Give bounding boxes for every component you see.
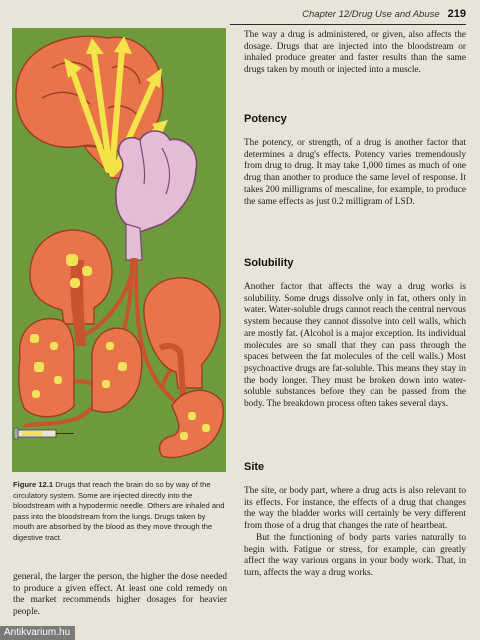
lung-left bbox=[19, 319, 74, 417]
section-heading: Potency bbox=[244, 113, 287, 125]
drug-pathways-illustration bbox=[12, 28, 226, 472]
intro-paragraph: The way a drug is administered, or given, also affects the dosage. Drugs that are injected into the bloodstream or inhaled produce greater and faster results than the same drugs taken by mouth or injected into a muscle. bbox=[244, 30, 466, 76]
section-site-body bbox=[244, 486, 466, 580]
pill-head-3 bbox=[70, 278, 80, 288]
figure-caption bbox=[13, 480, 227, 544]
figure-caption-text: Drugs that reach the brain do so by way of the circulatory system. Some are injected directly into the bloodstream with a hypodermic needle. Others are inhaled and pass into the bloodstream from the lungs. Drugs taken by mouth are absorbed by the blood as they move through the digestive tract. bbox=[13, 480, 225, 542]
page-number: 219 bbox=[447, 8, 466, 20]
left-continuation-text: general, the larger the person, the higher the dose needed to produce a given effect. At least one cold remedy on the market recommends higher dosages for heavier people. bbox=[13, 572, 227, 618]
body-paragraph: But the functioning of body parts varies naturally to begin with. Fatigue or stress, for example, can greatly affect the way various organs in your body work. That, in turn, affects the way a drug works. bbox=[244, 532, 466, 578]
running-head bbox=[230, 8, 466, 25]
figure-label: Figure 12.1 bbox=[13, 480, 54, 489]
intro-block bbox=[244, 30, 466, 77]
pill-head-1 bbox=[66, 254, 78, 266]
figure-illustration bbox=[12, 28, 226, 472]
section-heading: Solubility bbox=[244, 257, 294, 269]
section-site bbox=[244, 462, 466, 474]
section-solubility bbox=[244, 258, 466, 270]
section-potency-body bbox=[244, 138, 466, 208]
section-potency bbox=[244, 114, 466, 126]
body-paragraph: The site, or body part, where a drug acts is also relevant to its effects. For instance, the effects of a drug that changes the way the bladder works will certainly be very different from those of a drug that changes the rate of heartbeat. bbox=[244, 486, 466, 532]
pill-head-2 bbox=[82, 266, 92, 276]
aorta bbox=[126, 224, 142, 260]
watermark-logo: Antikvarium.hu bbox=[0, 626, 75, 640]
section-heading: Site bbox=[244, 461, 265, 473]
body-paragraph: Another factor that affects the way a drug works is solubility. Some drugs dissolve only in fat, others only in water. Water-soluble drugs cannot reach the central nervous system because they cannot dissolve into cell walls, which are mostly fat. (Alcohol is a major exception. Its individual molecules are so small that they can pass through the spaces between the fat molecules of the cell walls.) Most psychoactive drugs are fat-soluble. This means they stay in the body longer. They must be broken down into water-soluble substances before they can be passed from the body. The breakdown process often takes several days. bbox=[244, 282, 466, 410]
chapter-title: Chapter 12/Drug Use and Abuse bbox=[302, 9, 440, 20]
section-solubility-body bbox=[244, 282, 466, 411]
body-paragraph: The potency, or strength, of a drug is another factor that determines a drug's effects. Potency varies tremendously from drug to drug. It may take 1,000 times as much of one drug than another to produce the same level of response. It takes 200 milligrams of mescaline, for example, to produce the same effects as just 0.2 milligram of LSD. bbox=[244, 138, 466, 207]
